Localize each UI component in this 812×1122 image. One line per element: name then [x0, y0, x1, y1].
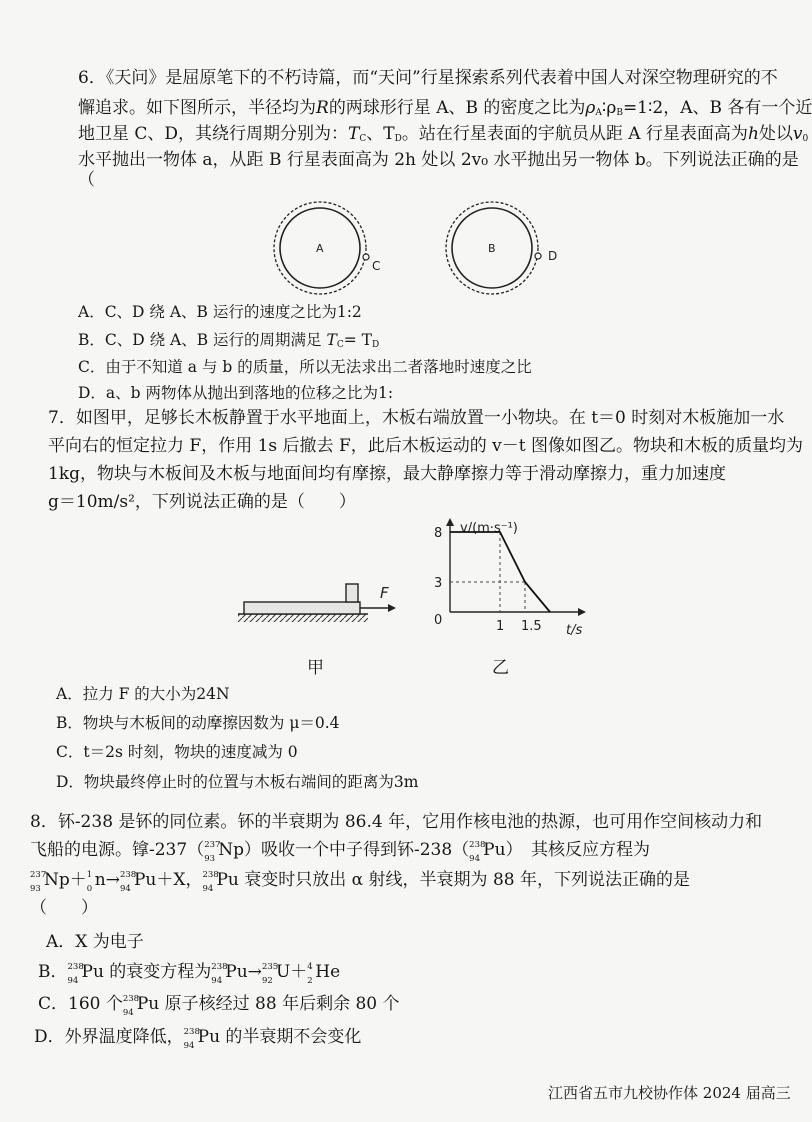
ground-hatch — [238, 614, 368, 622]
q8-line-4: （ ） — [30, 898, 98, 918]
force-arrow-head — [388, 604, 396, 612]
x-tick-label: 1.5 — [521, 619, 542, 634]
q7-line-4: g＝10m/s²，下列说法正确的是（ ） — [48, 492, 356, 512]
figure-yi-label: 乙 — [492, 658, 509, 678]
force-label: F — [380, 584, 389, 602]
q7-figure-jia — [236, 570, 406, 630]
satellite-d-label: D — [548, 249, 558, 263]
x-tick-label: 1 — [496, 619, 505, 634]
wooden-board — [244, 602, 360, 614]
q6-option-c: C．由于不知道 a 与 b 的质量，所以无法求出二者落地时速度之比 — [78, 358, 532, 376]
q8-line-3: 237 93 Np＋ 1 0 n→ 238 94 Pu＋X， 238 94 Pu 衰变时只放出 α 射线，半衰期为 88 年，下列说法正确的是 — [30, 870, 690, 894]
q7-vt-chart — [420, 516, 600, 644]
q7-option-b: B．物块与木板间的动摩擦因数为 μ＝0.4 — [56, 714, 340, 732]
q8-option-a: A．X 为电子 — [46, 932, 144, 952]
q6-option-a: A．C、D 绕 A、B 运行的速度之比为1:2 — [78, 303, 362, 321]
q6-line-4: 水平抛出一物体 a，从距 B 行星表面高为 2h 处以 2v₀ 水平抛出另一物体 b。下列说法正确的是 — [78, 150, 799, 170]
q6-option-b: B．C、D 绕 A、B 运行的周期满足 $T_C= T_D$ — [78, 331, 380, 350]
q6-line-1: 6．《天问》是屈原笔下的不朽诗篇，而“天问”行星探索系列代表着中国人对深空物理研究的不 — [78, 68, 778, 88]
y-tick-label: 3 — [434, 576, 443, 591]
q6-line-3: 地卫星 C、D，其绕行周期分别为：$T_C$、$T_D$。站在行星表面的宇航员从距 A 行星表面高为h处以$v_0$ — [78, 124, 809, 144]
origin-label: 0 — [434, 613, 443, 628]
y-tick-label: 8 — [434, 526, 443, 541]
q6-planet-figure — [260, 200, 580, 300]
q7-option-a: A．拉力 F 的大小为24N — [56, 685, 230, 703]
x-axis-label: t/s — [566, 623, 583, 638]
satellite-c — [363, 254, 369, 260]
q8-line-2: 飞船的电源。镎-237（ 237 93 Np）吸收一个中子得到钚-238（ 238 94 Pu） 其核反应方程为 — [30, 840, 651, 864]
q7-option-c: C．t＝2s 时刻，物块的速度减为 0 — [56, 743, 298, 761]
y-axis-arrow — [446, 518, 454, 526]
figure-jia-label: 甲 — [307, 658, 324, 678]
q7-line-1: 7．如图甲，足够长木板静置于水平地面上，木板右端放置一小物块。在 t＝0 时刻对木板施加一水 — [48, 408, 785, 428]
small-block — [346, 584, 358, 602]
q7-line-3: 1kg，物块与木板间及木板与地面间均有摩擦，最大静摩擦力等于滑动摩擦力，重力加速度 — [48, 464, 726, 484]
q6-option-d: D．a、b 两物体从抛出到落地的位移之比为1: — [78, 384, 394, 402]
q8-option-c: C．160 个 238 94 Pu 原子核经过 88 年后剩余 80 个 — [38, 994, 400, 1018]
planet-b-label: B — [488, 242, 496, 255]
q8-option-d: D．外界温度降低， 238 94 Pu 的半衰期不会变化 — [34, 1027, 362, 1051]
q7-option-d: D．物块最终停止时的位置与木板右端间的距离为3m — [56, 773, 419, 791]
page-footer: 江西省五市九校协作体 2024 届高三 — [548, 1084, 791, 1102]
satellite-c-label: C — [372, 259, 381, 273]
q8-option-b: B． 238 94 Pu 的衰变方程为 238 94 Pu→ 235 92 U＋ 4 2 He — [38, 962, 341, 986]
q6-line-5: （ — [78, 170, 95, 190]
q7-line-2: 平向右的恒定拉力 F，作用 1s 后撤去 F，此后木板运动的 v－t 图像如图乙。物块和木板的质量均为 — [48, 436, 803, 456]
q8-line-1: 8．钚-238 是钚的同位素。钚的半衰期为 86.4 年，它用作核电池的热源，也可用作空间核动力和 — [30, 812, 763, 832]
q6-line-2: 懈追求。如下图所示，半径均为R的两球形行星 A、B 的密度之比为$\rho_A∶\rho_B=1∶2$，A、B 各有一个近 — [78, 98, 812, 118]
planet-a-label: A — [316, 242, 324, 255]
satellite-d — [535, 253, 541, 259]
x-axis-arrow — [578, 608, 586, 616]
y-axis-label: v/(m·s⁻¹) — [460, 521, 518, 536]
